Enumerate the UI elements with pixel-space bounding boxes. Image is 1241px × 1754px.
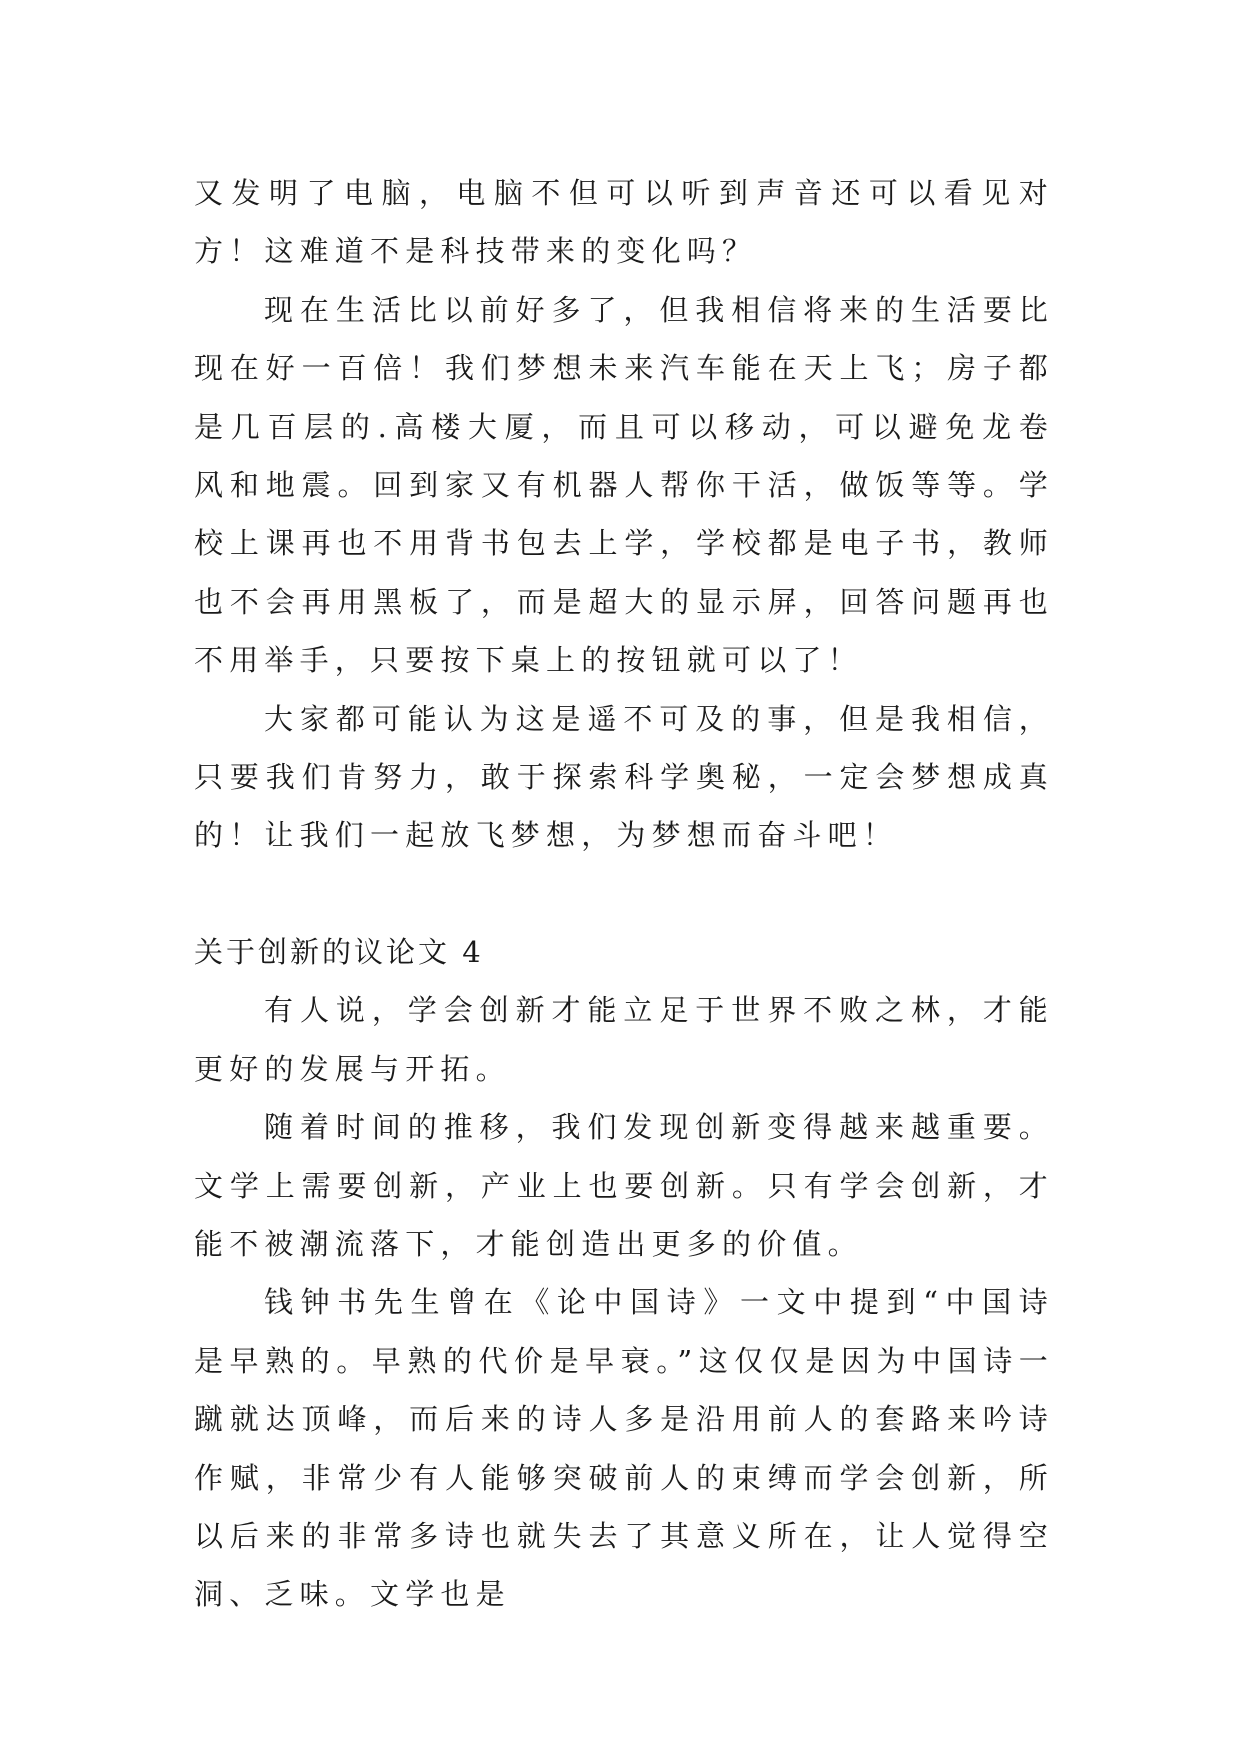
paragraph: 随着时间的推移，我们发现创新变得越来越重要。文学上需要创新，产业上也要创新。只有学会创新，才能不被潮流落下，才能创造出更多的价值。 [194,1110,1054,1261]
paragraph: 钱钟书先生曾在《论中国诗》一文中提到“中国诗是早熟的。早熟的代价是早衰。”这仅仅是因为中国诗一蹴就达顶峰，而后来的诗人多是沿用前人的套路来吟诗作赋，非常少有人能够突破前人的束缚而学会创新，所以后来的非常多诗也就失去了其意义所在，让人觉得空洞、乏味。文学也是 [194,1285,1054,1612]
section-heading: 关于创新的议论文 4 [194,934,484,969]
paragraph: 又发明了电脑，电脑不但可以听到声音还可以看见对方！这难道不是科技带来的变化吗？ [194,176,1054,269]
document-body [194,164,1054,1624]
paragraph: 现在生活比以前好多了，但我相信将来的生活要比现在好一百倍！我们梦想未来汽车能在天上飞；房子都是几百层的.高楼大厦，而且可以移动，可以避免龙卷风和地震。回到家又有机器人帮你干活，做饭等等。学校上课再也不用背书包去上学，学校都是电子书，教师也不会再用黑板了，而是超大的显示屏，回答问题再也不用举手，只要按下桌上的按钮就可以了！ [194,292,1054,678]
paragraph: 有人说，学会创新才能立足于世界不败之林，才能更好的发展与开拓。 [194,993,1054,1086]
section-heading-wrapper [194,923,1054,981]
paragraph: 大家都可能认为这是遥不可及的事，但是我相信，只要我们肯努力，敢于探索科学奥秘，一定会梦想成真的！让我们一起放飞梦想，为梦想而奋斗吧！ [194,701,1054,853]
